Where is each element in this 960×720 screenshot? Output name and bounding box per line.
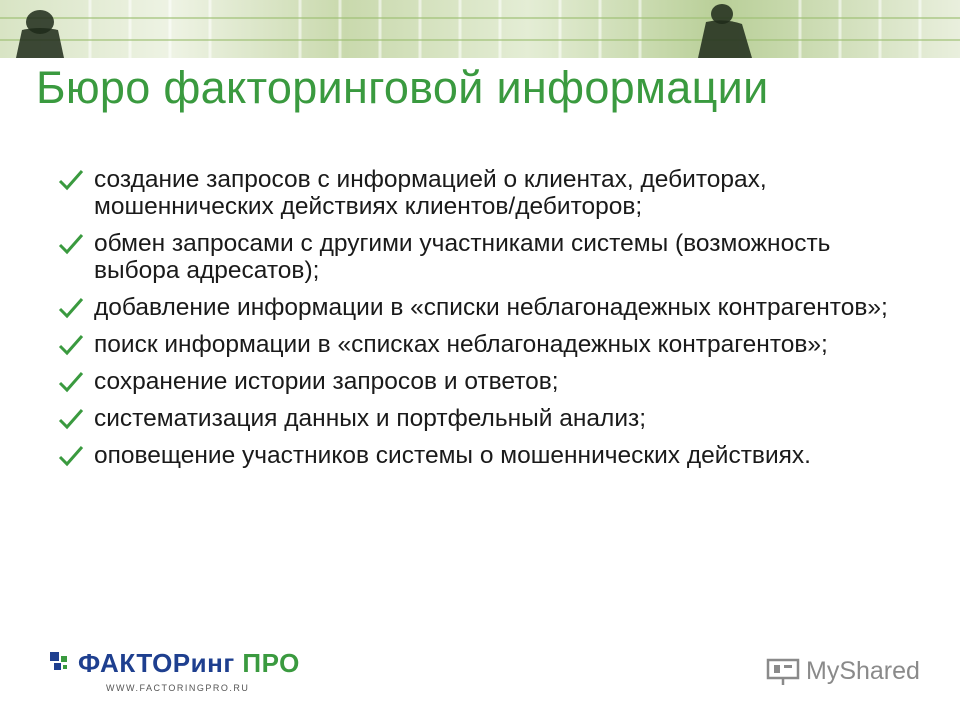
logo-squares-icon (50, 652, 72, 674)
bullet-text: оповещение участников системы о мошеннических действиях. (94, 442, 811, 469)
list-item (58, 442, 918, 469)
logo-main-text: ФАКТОРинг (78, 648, 235, 678)
factoringpro-logo (50, 648, 300, 700)
bullet-text: поиск информации в «списках неблагонадежных контрагентов»; (94, 331, 828, 358)
logo-url: WWW.FACTORINGPRO.RU (106, 683, 250, 693)
header-banner-image (0, 0, 960, 58)
list-item (58, 166, 918, 220)
checkmark-icon (58, 297, 84, 319)
bullet-text: добавление информации в «списки неблагонадежных контрагентов»; (94, 294, 888, 321)
list-item (58, 230, 918, 284)
slide-title: Бюро факторинговой информации (36, 62, 769, 113)
bullet-text: сохранение истории запросов и ответов; (94, 368, 559, 395)
list-item (58, 368, 918, 395)
list-item (58, 294, 918, 321)
list-item (58, 405, 918, 432)
checkmark-icon (58, 334, 84, 356)
checkmark-icon (58, 408, 84, 430)
logo-wordmark (78, 648, 300, 679)
checkmark-icon (58, 445, 84, 467)
list-item (58, 331, 918, 358)
checkmark-icon (58, 169, 84, 191)
bullet-list (58, 166, 918, 479)
presentation-screen-icon (766, 658, 800, 686)
bullet-text: обмен запросами с другими участниками системы (возможность выбора адресатов); (94, 230, 831, 284)
logo-pro-text: ПРО (242, 648, 300, 678)
checkmark-icon (58, 233, 84, 255)
checkmark-icon (58, 371, 84, 393)
bullet-text: создание запросов с информацией о клиентах, дебиторах, мошеннических действиях клиентов/дебиторов; (94, 166, 767, 220)
myshared-watermark (766, 654, 936, 690)
bullet-text: систематизация данных и портфельный анализ; (94, 405, 647, 432)
watermark-text: MyShared (806, 657, 920, 685)
